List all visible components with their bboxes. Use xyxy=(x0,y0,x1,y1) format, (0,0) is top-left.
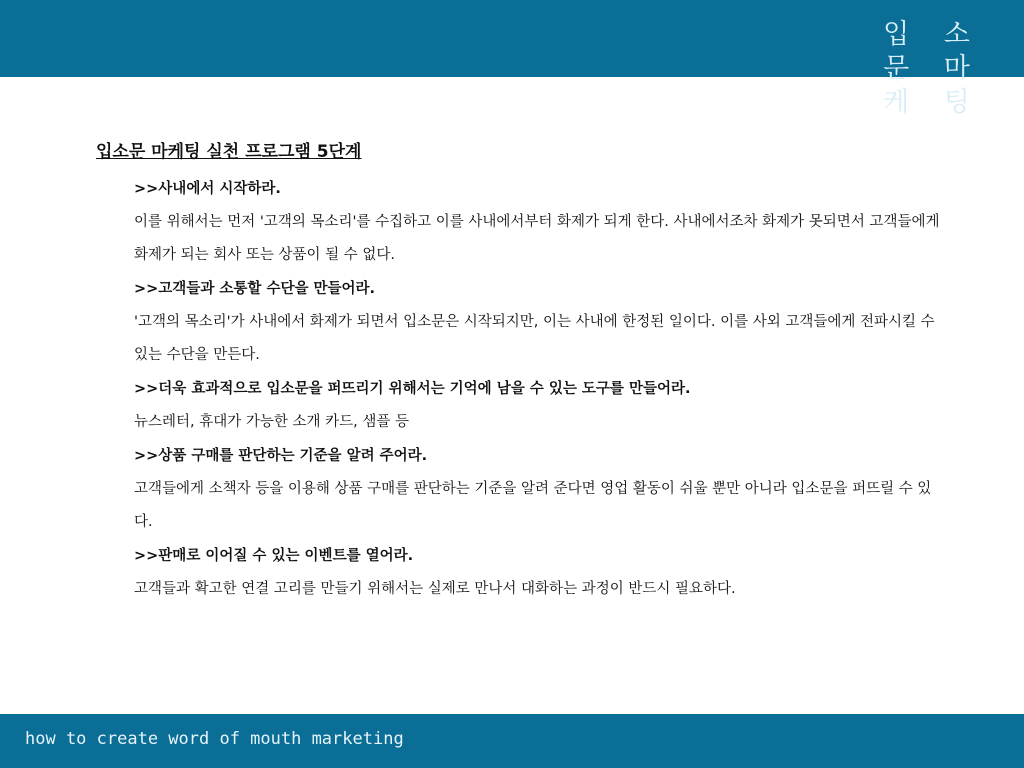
content-area xyxy=(96,138,956,612)
step-section-5 xyxy=(134,545,956,606)
step-body: '고객의 목소리'가 사내에서 화제가 되면서 입소문은 시작되지만, 이는 사내에 한정된 일이다. 이를 사외 고객들에게 전파시킬 수 있는 수단을 만든다. xyxy=(134,314,935,363)
step-title: >>고객들과 소통할 수단을 만들어라. xyxy=(134,281,376,297)
step-body: 고객들에게 소책자 등을 이용해 상품 구매를 판단하는 기준을 알려 준다면 영업 활동이 쉬울 뿐만 아니라 입소문을 퍼뜨릴 수 있다. xyxy=(134,481,932,530)
step-body: 이를 위해서는 먼저 '고객의 목소리'를 수집하고 이를 사내에서부터 화제가 되게 한다. 사내에서조차 화제가 못되면서 고객들에게 화제가 되는 회사 또는 상품이 될 수 없다. xyxy=(134,214,940,263)
slide-title: 입 소 문 마 케 팅 xyxy=(883,19,983,118)
step-title: >>더욱 효과적으로 입소문을 퍼뜨리기 위해서는 기억에 남을 수 있는 도구를 만들어라. xyxy=(134,381,691,397)
step-section-1 xyxy=(134,178,956,272)
step-body: 고객들과 확고한 연결 고리를 만들기 위해서는 실제로 만나서 대화하는 과정이 반드시 필요하다. xyxy=(134,581,736,597)
step-section-4 xyxy=(134,445,956,539)
step-title: >>판매로 이어질 수 있는 이벤트를 열어라. xyxy=(134,548,414,564)
page-heading: 입소문 마케팅 실천 프로그램 5단계 xyxy=(96,142,362,162)
step-title: >>상품 구매를 판단하는 기준을 알려 주어라. xyxy=(134,448,428,464)
footer-bar xyxy=(0,714,1024,768)
step-section-3 xyxy=(134,378,956,439)
step-body: 뉴스레터, 휴대가 가능한 소개 카드, 샘플 등 xyxy=(134,414,409,430)
step-section-2 xyxy=(134,278,956,372)
step-title: >>사내에서 시작하라. xyxy=(134,181,281,197)
header-bar xyxy=(0,0,1024,118)
footer-text: how to create word of mouth marketing xyxy=(25,729,404,749)
